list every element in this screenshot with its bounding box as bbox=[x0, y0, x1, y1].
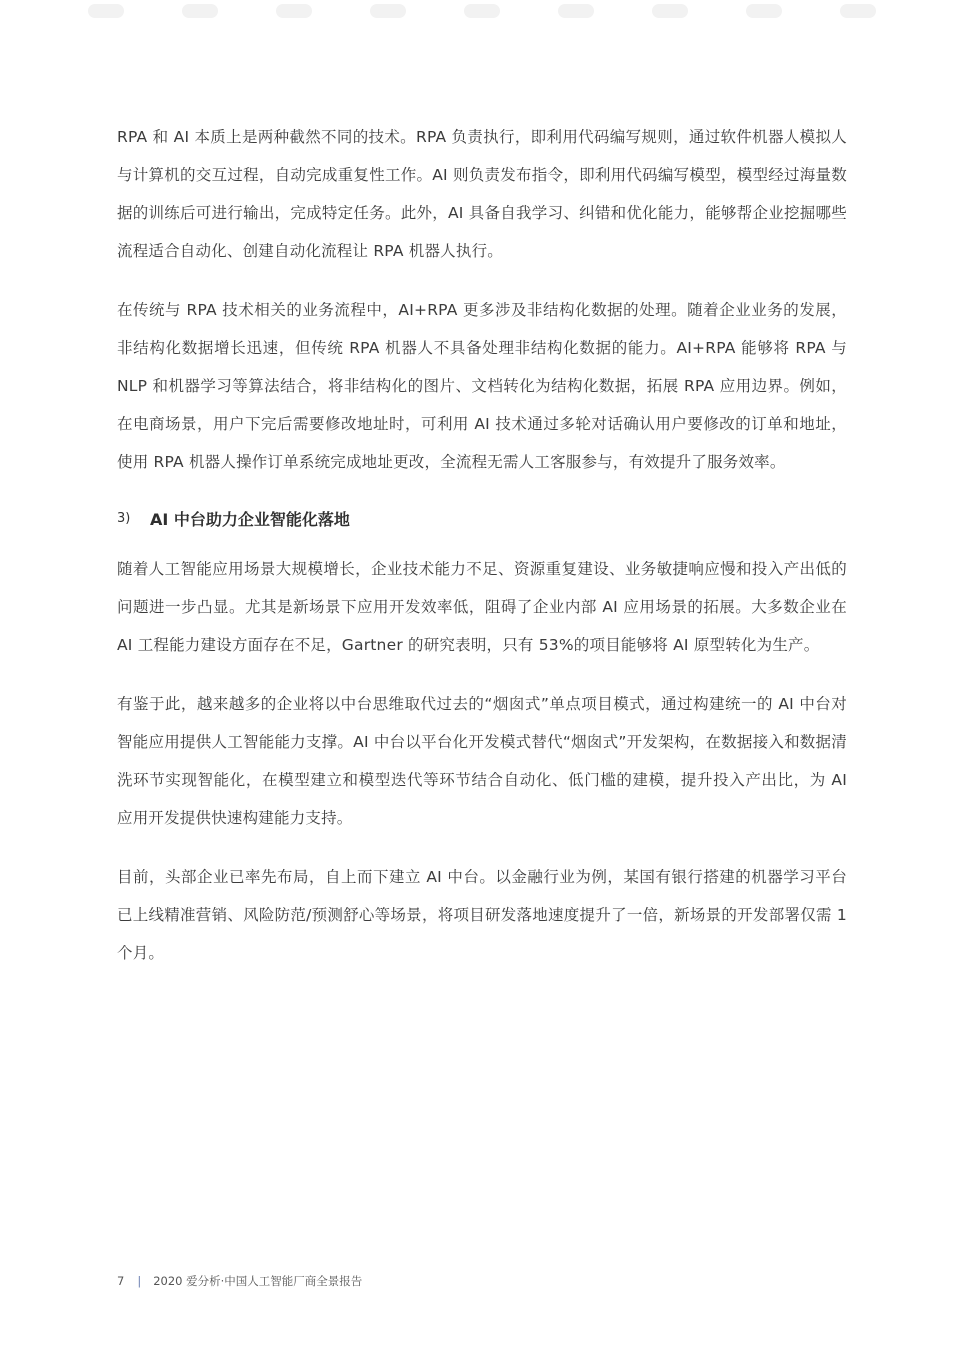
watermark-mark bbox=[840, 4, 876, 18]
body-paragraph: 随着人工智能应用场景大规模增长，企业技术能力不足、资源重复建设、业务敏捷响应慢和投入产出低的问题进一步凸显。尤其是新场景下应用开发效率低，阻碍了企业内部 AI 应用场景的拓展。大多数企业在 AI 工程能力建设方面存在不足，Gartner 的研究表明，只有 53%的项目能够将 AI 原型转化为生产。 bbox=[117, 560, 847, 654]
watermark-mark bbox=[464, 4, 500, 18]
document-body bbox=[117, 118, 847, 993]
footer-separator: | bbox=[137, 1274, 142, 1288]
body-paragraph: 有鉴于此，越来越多的企业将以中台思维取代过去的“烟囱式”单点项目模式，通过构建统一的 AI 中台对智能应用提供人工智能能力支撑。AI 中台以平台化开发模式替代“烟囱式”开发架构，在数据接入和数据清洗环节实现智能化，在模型建立和模型迭代等环节结合自动化、低门槛的建模，提升投入产出比，为 AI 应用开发提供快速构建能力支持。 bbox=[117, 695, 847, 827]
page-footer bbox=[117, 1273, 362, 1289]
watermark-mark bbox=[276, 4, 312, 18]
body-paragraph: RPA 和 AI 本质上是两种截然不同的技术。RPA 负责执行，即利用代码编写规则，通过软件机器人模拟人与计算机的交互过程，自动完成重复性工作。AI 则负责发布指令，即利用代码编写模型，模型经过海量数据的训练后可进行输出，完成特定任务。此外，AI 具备自我学习、纠错和优化能力，能够帮企业挖掘哪些流程适合自动化、创建自动化流程让 RPA 机器人执行。 bbox=[117, 128, 847, 260]
page-number: 7 bbox=[117, 1274, 125, 1288]
watermark-mark bbox=[652, 4, 688, 18]
watermark-mark bbox=[746, 4, 782, 18]
body-paragraph: 在传统与 RPA 技术相关的业务流程中，AI+RPA 更多涉及非结构化数据的处理。随着企业业务的发展，非结构化数据增长迅速，但传统 RPA 机器人不具备处理非结构化数据的能力。AI+RPA 能够将 RPA 与 NLP 和机器学习等算法结合，将非结构化的图片、文档转化为结构化数据，拓展 RPA 应用边界。例如，在电商场景，用户下完后需要修改地址时，可利用 AI 技术通过多轮对话确认用户要修改的订单和地址，使用 RPA 机器人操作订单系统完成地址更改，全流程无需人工客服参与，有效提升了服务效率。 bbox=[117, 301, 847, 471]
watermark-mark bbox=[88, 4, 124, 18]
section-title: AI 中台助力企业智能化落地 bbox=[150, 509, 350, 529]
watermark-mark bbox=[558, 4, 594, 18]
section-number: 3) bbox=[117, 510, 131, 526]
watermark-mark bbox=[182, 4, 218, 18]
header-watermark bbox=[0, 0, 960, 40]
watermark-mark bbox=[370, 4, 406, 18]
section-heading bbox=[117, 498, 847, 538]
report-title: 2020 爱分析·中国人工智能厂商全景报告 bbox=[153, 1274, 363, 1288]
body-paragraph: 目前，头部企业已率先布局，自上而下建立 AI 中台。以金融行业为例，某国有银行搭建的机器学习平台已上线精准营销、风险防范/预测舒心等场景，将项目研发落地速度提升了一倍，新场景的开发部署仅需 1 个月。 bbox=[117, 868, 847, 962]
